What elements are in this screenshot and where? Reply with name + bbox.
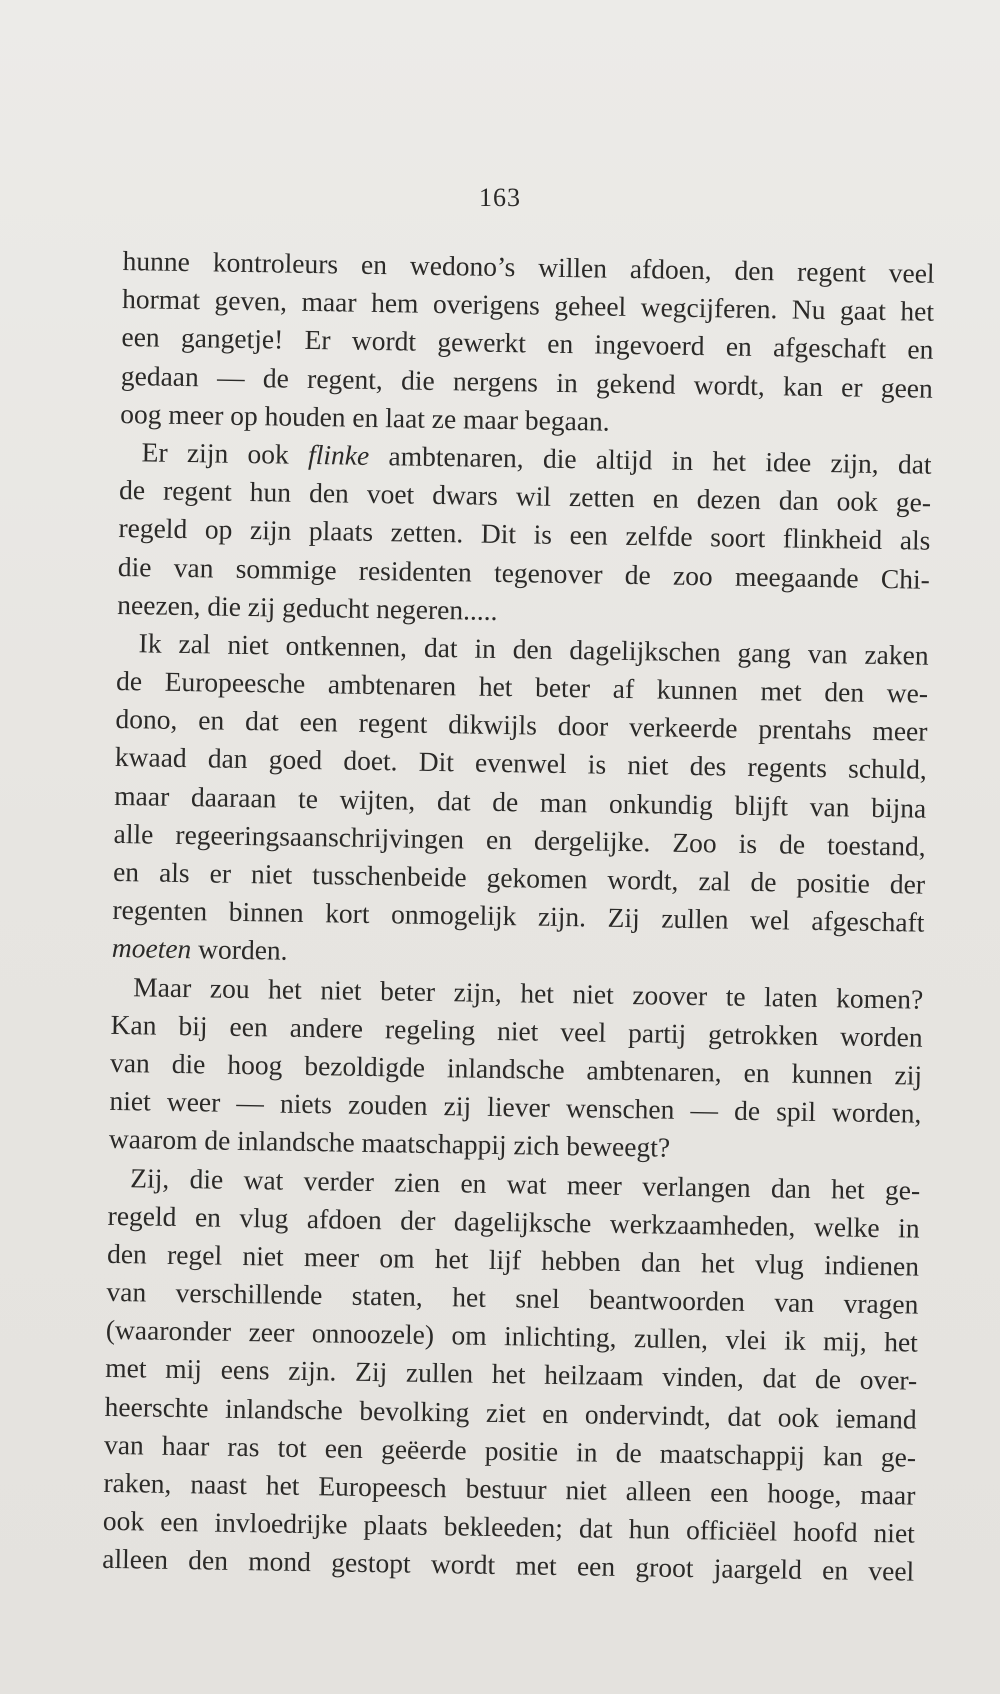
- text-line: neezen, die zij geducht negeren.....: [117, 588, 498, 626]
- text-line: Maar zou het niet beter zijn, het niet zoover te laten komen?: [133, 970, 924, 1015]
- text-run: ambtenaren, die altijd in het idee zijn, dat: [368, 439, 932, 480]
- text-run: worden.: [191, 933, 288, 967]
- text-line: hunne kontroleurs en wedono’s willen afdoen, den regent veel: [122, 244, 935, 289]
- text-line: een gangetje! Er wordt gewerkt en ingevoerd en afgeschaft en: [121, 321, 934, 366]
- text-line: Zij, die wat verder zien en wat meer verlangen dan het ge-: [130, 1161, 921, 1206]
- text-line: van die hoog bezoldigde inlandsche ambtenaren, en kunnen zij: [109, 1046, 923, 1091]
- text-line: regeld en vlug afdoen der dagelijksche werkzaamheden, welke in: [107, 1199, 920, 1244]
- text-line: niet weer — niets zouden zij liever wenschen — de spil worden,: [109, 1085, 922, 1129]
- text-line: heerschte inlandsche bevolking ziet en ondervindt, dat ook iemand: [104, 1390, 917, 1435]
- text-line: hormat geven, maar hem overigens geheel wegcijferen. Nu gaat het: [121, 283, 935, 327]
- text-line: Kan bij een andere regeling niet veel partij getrokken worden: [110, 1008, 923, 1053]
- emphasis-flinke: flinke: [307, 438, 370, 471]
- text-line: de regent hun den voet dwars wil zetten en dezen dan ook ge-: [118, 474, 932, 518]
- emphasis-moeten: moeten: [111, 932, 192, 965]
- text-line: maar daaraan te wijten, dat de man onkundig blijft van bijna: [114, 779, 927, 824]
- text-line: de Europeesche ambtenaren het beter af kunnen met den we-: [115, 665, 929, 709]
- text-run: Er zijn ook: [141, 436, 309, 470]
- text-line: van verschillende staten, het snel beantwoorden van vragen: [106, 1275, 919, 1320]
- text-line: die van sommige residenten tegenover de zoo meegaande Chi-: [117, 550, 931, 595]
- text-line: alle regeeringsaanschrijvingen en dergelijke. Zoo is de toestand,: [113, 817, 926, 862]
- text-line: alleen den mond gestopt wordt met een groot jaargeld en veel: [102, 1543, 915, 1587]
- text-line: met mij eens zijn. Zij zullen het heilzaam vinden, dat de over-: [105, 1352, 918, 1397]
- text-line: ook een invloedrijke plaats bekleeden; dat hun officiëel hoofd niet: [102, 1505, 916, 1549]
- text-line: raken, naast het Europeesch bestuur niet alleen een hooge, maar: [103, 1466, 916, 1511]
- text-line: van haar ras tot een geëerde positie in de maatschappij kan ge-: [103, 1428, 917, 1473]
- text-line: (waaronder zeer onnoozele) om inlichting, zullen, vlei ik mij, het: [105, 1314, 919, 1358]
- text-line: den regel niet meer om het lijf hebben dan het vlug indienen: [106, 1237, 920, 1282]
- text-line: dono, en dat een regent dikwijls door verkeerde prentahs meer: [115, 703, 928, 747]
- text-line: kwaad dan goed doet. Dit evenwel is niet des regents schuld,: [114, 741, 928, 786]
- text-line: en als er niet tusschenbeide gekomen wordt, zal de positie der: [112, 855, 926, 900]
- text-line: waarom de inlandsche maatschappij zich beweegt?: [108, 1123, 671, 1164]
- page-number: 163: [479, 183, 521, 212]
- text-line: gedaan — de regent, die nergens in gekend wordt, kan er geen: [120, 359, 934, 404]
- text-line: regeld op zijn plaats zetten. Dit is een zelfde soort flinkheid als: [118, 512, 931, 557]
- text-line: oog meer op houden en laat ze maar begaan.: [120, 397, 610, 437]
- body-text: [102, 242, 935, 1591]
- text-line: regenten binnen kort onmogelijk zijn. Zij zullen wel afgeschaft: [112, 894, 925, 938]
- text-line: Ik zal niet ontkennen, dat in den dagelijkschen gang van zaken: [138, 627, 929, 671]
